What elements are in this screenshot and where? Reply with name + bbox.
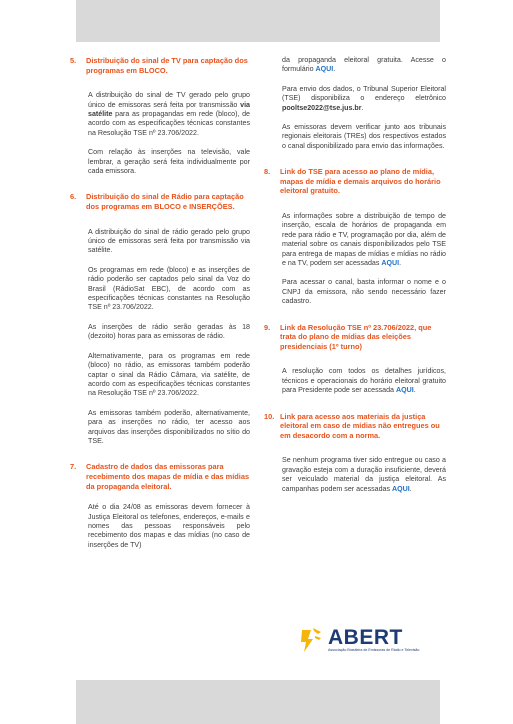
footer-band — [76, 680, 440, 724]
section-8-heading — [264, 167, 446, 196]
header-band — [76, 0, 440, 42]
paragraph — [282, 85, 446, 113]
text-run: da propaganda eleitoral gratuita. Acesse o formulário — [282, 56, 446, 74]
paragraph: Alternativamente, para os programas em rede (bloco) no rádio, as emissoras também poderão captar o sinal da Rádio Câmara, via satélite, de acordo com as especificações técnicas constantes na Resolução TSE nº 23.706/2022. — [88, 351, 250, 398]
bold-text: via satélite — [88, 100, 250, 118]
paragraph — [282, 56, 446, 75]
text-run: . — [413, 386, 416, 395]
section-number: 10. — [264, 411, 275, 421]
section-6-heading — [70, 192, 250, 211]
section-number: 5. — [70, 56, 77, 65]
section-9-heading — [264, 323, 446, 352]
section-title: Link da Resolução TSE nº 23.706/2022, que trata do plano de mídias das eleições presidenciais (1º turno) — [280, 322, 432, 351]
paragraph — [282, 456, 446, 494]
paragraph: Até o dia 24/08 as emissoras devem fornecer à Justiça Eleitoral os telefones, endereços, e-mails e nomes das pessoas responsáveis pelo recebimento dos mapas e das mídias (no caso de inserções de TV) — [88, 503, 250, 549]
section-number: 6. — [70, 192, 77, 202]
paragraph — [282, 367, 446, 395]
paragraph — [88, 91, 250, 138]
paragraph: As emissoras também poderão, alternativamente, para as inserções no rádio, ter acesso aos arquivos das inserções disponibilizados no sítio do TSE. — [88, 408, 250, 445]
text-run: Se nenhum programa tiver sido entregue ou caso a gravação esteja com a duração insuficiente, deverá ser veiculado material da justiça eleitoral. As campanhas podem ser acessadas — [282, 456, 446, 493]
section-title: Distribuição do sinal de Rádio para captação dos programas em BLOCO e INSERÇÕES. — [86, 192, 244, 212]
text-run: Para envio dos dados, o Tribunal Superior Eleitoral (TSE) disponibiliza o endereço eletrônico — [282, 84, 446, 103]
paragraph: A distribuição do sinal de rádio gerado pelo grupo único de emissoras será feita por transmissão via satélite. — [88, 227, 250, 255]
paragraph: As emissoras devem verificar junto aos tribunais regionais eleitorais (TREs) dos respectivos estados o canal disponibilizado para envio das informações. — [282, 123, 446, 150]
media-plan-link[interactable]: AQUI — [381, 259, 400, 268]
form-link[interactable]: AQUI — [315, 65, 334, 74]
text-run: . — [361, 103, 364, 112]
abert-lightning-icon — [300, 627, 322, 653]
section-5-heading — [70, 56, 250, 75]
section-title: Link para acesso aos materiais da justiça eleitoral em caso de mídias não entregues ou em desacordo com a norma. — [280, 411, 440, 440]
section-title: Link do TSE para acesso ao plano de mídia, mapas de mídia e demais arquivos do horário eleitoral gratuito. — [280, 167, 441, 196]
text-run: . — [333, 65, 336, 74]
text-run: . — [399, 259, 402, 268]
section-number: 7. — [70, 462, 77, 472]
right-column — [264, 56, 446, 504]
email-address: pooltse2022@tse.jus.br — [282, 103, 362, 112]
text-run: . — [409, 484, 412, 493]
paragraph: Com relação às inserções na televisão, vale lembrar, a geração será feita individualmente por cada emissora. — [88, 148, 250, 176]
section-title: Distribuição do sinal de TV para captação dos programas em BLOCO. — [86, 56, 248, 75]
abert-logo — [300, 627, 420, 661]
section-10-heading — [264, 412, 446, 441]
logo-tagline: Associação Brasileira de Emissoras de Rádio e Televisão — [328, 648, 420, 652]
resolution-link[interactable]: AQUI — [395, 386, 414, 395]
left-column — [70, 56, 250, 560]
logo-wordmark: ABERT — [328, 626, 403, 649]
section-number: 8. — [264, 167, 271, 177]
paragraph: Para acessar o canal, basta informar o nome e o CNPJ da emissora, não sendo necessário fazer cadastro. — [282, 278, 446, 306]
text-run: para as propagandas em rede (bloco), de acordo com as especificações técnicas constantes na Resolução TSE nº 23.706/2022. — [88, 110, 250, 137]
text-run: A distribuição do sinal de TV gerado pelo grupo único de emissoras será feita por transmissão — [88, 91, 250, 109]
paragraph: Os programas em rede (bloco) e as inserções de rádio poderão ser captados pelo sinal da Voz do Brasil (RádioSat EBC), de acordo com as especificações técnicas constantes na Resolução TSE nº 23.706/2022. — [88, 265, 250, 312]
section-7-heading — [70, 462, 250, 491]
section-number: 9. — [264, 322, 271, 332]
paragraph: As inserções de rádio serão geradas às 18 (dezoito) horas para as emissoras de rádio. — [88, 322, 250, 341]
section-title: Cadastro de dados das emissoras para recebimento dos mapas de mídia e das mídias da propaganda eleitoral. — [86, 462, 250, 491]
campaigns-link[interactable]: AQUI — [392, 484, 410, 493]
text-run: A resolução com todos os detalhes jurídicos, técnicos e operacionais do horário eleitoral gratuito para Presidente pode ser acessada — [282, 367, 446, 395]
paragraph — [282, 212, 446, 268]
text-run: As informações sobre a distribuição de tempo de inserção, escala de horários de propaganda em rede para rádio e TV, programação por dia, além de material sobre os canais disponibilizados pelo TSE para entrega de mapas de mídias e mídias no rádio e na TV, podem ser acessadas — [282, 212, 446, 268]
